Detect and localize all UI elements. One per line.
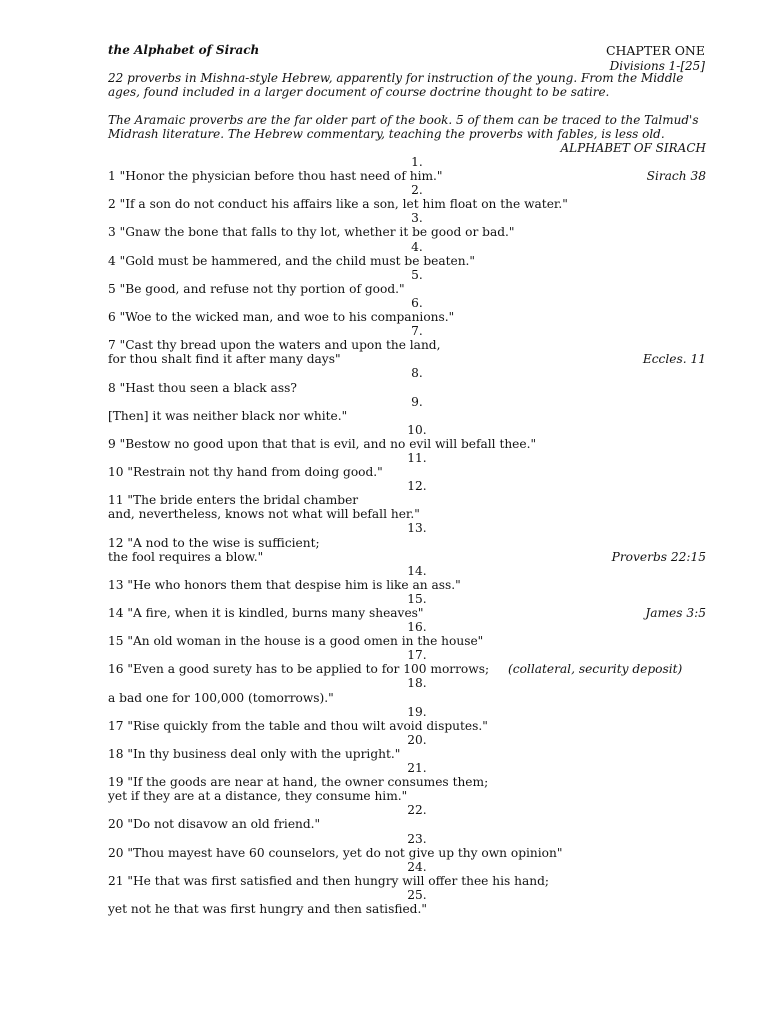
division-number: 8.	[411, 366, 423, 381]
proverb-text: 13 "He who honors them that despise him is like an ass."	[108, 577, 461, 592]
proverb-text: 7 "Cast thy bread upon the waters and upon the land,	[108, 338, 441, 353]
proverb-line	[108, 169, 706, 183]
proverb-line	[108, 550, 706, 564]
intro-p2-line1: The Aramaic proverbs are the far older part of the book. 5 of them can be traced to the Talmud's	[108, 113, 699, 127]
division-number: 23.	[407, 831, 427, 846]
proverb-line	[108, 352, 706, 366]
division-number: 14.	[407, 563, 427, 578]
division-number: 20.	[407, 732, 427, 747]
proverb-line	[108, 789, 706, 803]
proverb-line	[108, 817, 706, 831]
division-number: 3.	[411, 211, 423, 226]
proverb-line	[108, 634, 706, 648]
proverb-line	[108, 662, 706, 676]
proverb-line	[108, 606, 706, 620]
division-number: 25.	[407, 887, 427, 902]
proverb-text: 15 "An old woman in the house is a good omen in the house"	[108, 634, 484, 649]
division-number: 11.	[407, 450, 427, 465]
proverb-line	[108, 282, 706, 296]
scripture-reference: James 3:5	[645, 606, 706, 620]
division-number: 21.	[407, 761, 427, 776]
proverb-text: the fool requires a blow."	[108, 549, 264, 564]
scripture-reference: Eccles. 11	[642, 352, 706, 367]
chapter-heading	[606, 43, 705, 73]
division-number: 9.	[411, 394, 423, 409]
proverb-line	[108, 493, 706, 507]
chapter-title: CHAPTER ONE	[605, 43, 705, 58]
proverb-text: 11 "The bride enters the bridal chamber	[108, 493, 359, 508]
division-number: 16.	[407, 620, 427, 635]
proverb-text: 3 "Gnaw the bone that falls to thy lot, whether it be good or bad."	[108, 225, 515, 240]
proverb-text: [Then] it was neither black nor white."	[108, 408, 348, 423]
division-number: 4.	[411, 239, 423, 254]
proverb-text: 21 "He that was first satisfied and then hungry will offer thee his hand;	[108, 873, 549, 888]
proverb-text: 5 "Be good, and refuse not thy portion of good."	[108, 281, 405, 296]
proverb-text: 20 "Thou mayest have 60 counselors, yet do not give up thy own opinion"	[108, 845, 563, 860]
proverb-text: 2 "If a son do not conduct his affairs like a son, let him float on the water."	[108, 197, 568, 212]
division-number: 10.	[407, 422, 427, 437]
proverb-text: 14 "A fire, when it is kindled, burns many sheaves"	[108, 606, 424, 620]
intro-section	[108, 71, 708, 155]
intro-p2-line2: Midrash literature. The Hebrew commentary, teaching the proverbs with fables, is less old.	[108, 127, 665, 141]
division-number: 15.	[407, 591, 427, 606]
proverb-text: and, nevertheless, knows not what will befall her."	[108, 507, 420, 522]
inline-note: (collateral, security deposit)	[508, 662, 683, 677]
proverb-text: yet not he that was first hungry and then satisfied."	[108, 901, 427, 916]
proverb-line	[108, 507, 706, 521]
division-number: 12.	[407, 479, 427, 494]
book-title: the Alphabet of Sirach	[108, 43, 260, 57]
division-number: 6.	[411, 295, 423, 310]
proverb-line	[108, 338, 706, 352]
proverb-line	[108, 536, 706, 550]
division-number: 17.	[407, 648, 427, 663]
proverb-line	[108, 409, 706, 423]
division-number: 1.	[411, 155, 423, 169]
intro-caption: ALPHABET OF SIRACH	[560, 141, 706, 155]
scripture-reference: Proverbs 22:15	[611, 549, 706, 564]
proverb-text: 17 "Rise quickly from the table and thou wilt avoid disputes."	[108, 718, 488, 733]
proverb-text: 6 "Woe to the wicked man, and woe to his companions."	[108, 310, 455, 325]
division-number: 13.	[407, 521, 427, 536]
proverb-line	[108, 465, 706, 479]
proverb-line	[108, 874, 706, 888]
intro-p1-line2: ages, found included in a larger document of course doctrine thought to be satire.	[108, 85, 610, 99]
proverb-line	[108, 310, 706, 324]
proverb-line	[108, 197, 706, 211]
proverb-text: 1 "Honor the physician before thou hast need of him."	[108, 169, 443, 184]
division-number: 7.	[411, 324, 423, 339]
proverb-text: 16 "Even a good surety has to be applied to for 100 morrows;	[108, 662, 490, 677]
proverb-text: 9 "Bestow no good upon that that is evil, and no evil will befall thee."	[108, 436, 537, 451]
division-number: 18.	[407, 676, 427, 691]
proverb-text: 8 "Hast thou seen a black ass?	[108, 380, 297, 395]
proverb-text: 19 "If the goods are near at hand, the owner consumes them;	[108, 775, 489, 790]
proverb-text: 20 "Do not disavow an old friend."	[108, 817, 321, 832]
division-number: 2.	[411, 183, 423, 198]
proverb-line	[108, 902, 706, 916]
proverb-line	[108, 775, 706, 789]
proverb-line	[108, 747, 706, 761]
proverb-line	[108, 381, 706, 395]
proverb-line	[108, 719, 706, 733]
proverb-text: for thou shalt find it after many days"	[108, 352, 341, 367]
division-number: 24.	[407, 859, 427, 874]
proverb-line	[108, 846, 706, 860]
proverb-text: 4 "Gold must be hammered, and the child must be beaten."	[108, 253, 476, 268]
intro-p1-line1: 22 proverbs in Mishna-style Hebrew, apparently for instruction of the young. From the Middle	[108, 71, 684, 85]
proverb-line	[108, 691, 706, 705]
proverb-text: 12 "A nod to the wise is sufficient;	[108, 535, 320, 550]
proverb-line	[108, 578, 706, 592]
divisions-subtitle: Divisions 1-[25]	[609, 59, 705, 73]
proverbs-list	[108, 155, 706, 916]
division-number: 22.	[407, 803, 427, 818]
proverb-line	[108, 254, 706, 268]
proverb-line	[108, 437, 706, 451]
proverb-text: yet if they are at a distance, they consume him."	[108, 789, 408, 804]
proverb-line	[108, 225, 706, 239]
scripture-reference: Sirach 38	[646, 169, 706, 184]
division-number: 5.	[411, 267, 423, 282]
proverb-text: 18 "In thy business deal only with the upright."	[108, 746, 401, 761]
division-number: 19.	[407, 704, 427, 719]
proverb-text: 10 "Restrain not thy hand from doing good."	[108, 465, 383, 480]
proverb-text: a bad one for 100,000 (tomorrows)."	[108, 690, 334, 705]
